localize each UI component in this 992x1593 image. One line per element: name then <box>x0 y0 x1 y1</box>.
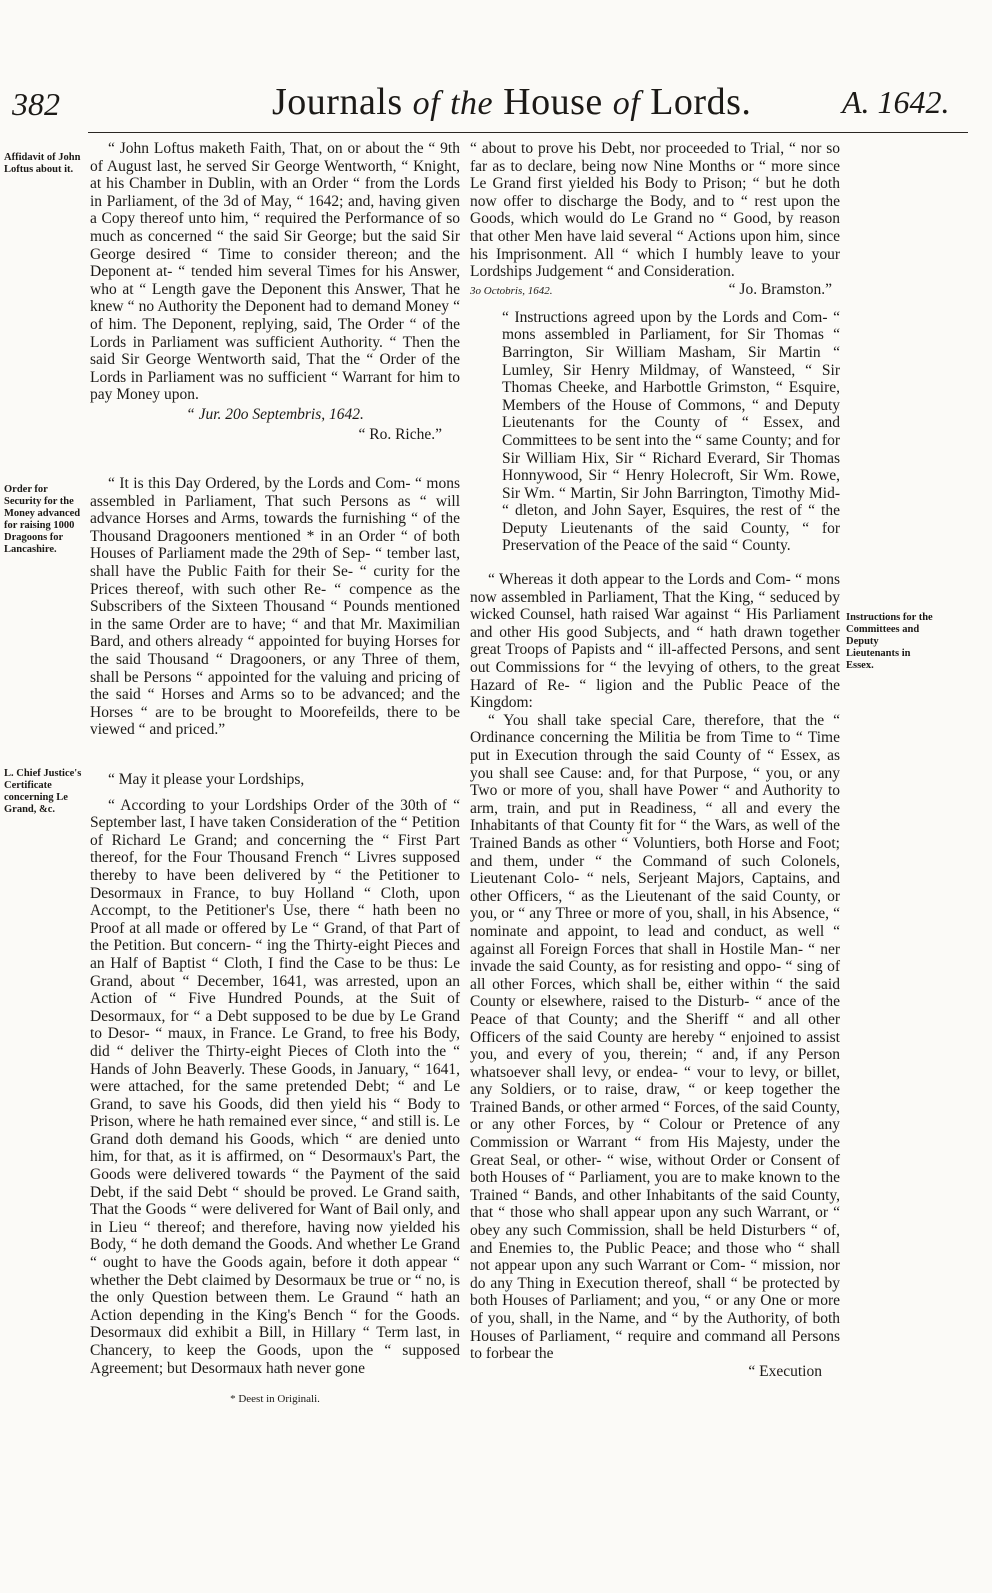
whereas-paragraph: “ Whereas it doth appear to the Lords and Com- “ mons now assembled in Parliament, That the King, “ seduced by wicked Counsel, hath raised War against “ His Parliament and other His good Subjects, and “ hath drawn together great Troops of Papists and “ ill-affected Persons, and sent out Commissions for “ the levying of others, to the great Hazard of Re- “ ligion and the Public Peace of the Kingdom: <box>470 571 840 712</box>
title-word-the: the <box>450 85 494 122</box>
running-title <box>272 80 751 124</box>
page-number: 382 <box>12 86 60 122</box>
title-word-of-2: of <box>612 85 641 122</box>
catchword: “ Execution <box>748 1362 822 1380</box>
title-word-of: of <box>412 85 441 122</box>
right-column <box>470 140 840 1380</box>
margin-note-chief-justice: L. Chief Justice's Certificate concerning Le Grand, &c. <box>4 768 82 815</box>
signature-riche: “ Ro. Riche.” <box>358 425 442 443</box>
title-word-lords: Lords. <box>650 81 752 123</box>
care-paragraph: “ You shall take special Care, therefore, that the “ Ordinance concerning the Militia be from Time to “ Time put in Execution through the said County of “ Essex, as you shall see Cause: and, for that Purpose, “ you, or any Two or more of you, shall have Power “ and Authority to arm, train, and put in Readiness, “ all and every the Inhabitants of that County fit for “ the Wars, as well of the Trained Bands as other “ Voluntiers, both Horse and Foot; and them, under “ the Command of such Colonels, Lieutenant Colo- “ nels, Serjeant Majors, Captains, and other Officers, “ as the Lieutenant of the said County, or you, or “ any Three or more of you, shall, in his Absence, “ nominate and appoint, to lead and conduct, as well “ against all Foreign Forces that shall in Hostile Man- “ ner invade the said County, as for resisting and oppo- “ sing of all other Forces, which shall be, either within “ the said County or elsewhere, raised to the Disturb- “ ance of the Peace of that County; and the Sheriff “ and all other Officers of the said County are hereby “ enjoined to assist you, and every of you, therein; “ and, if any Person whatsoever shall levy, or endea- “ vour to levy, or billet, any Soldiers, or to raise, draw, “ or keep together the Trained Bands, or other armed “ Forces, of the said County, or any other Forces, by “ Colour or Pretence of any Commission or Warrant “ from His Majesty, under the Great Seal, or other- “ wise, without Order or Consent of both Houses of “ Parliament, you are to make known to the Trained “ Bands, and other Inhabitants of the said County, that “ those who shall appear upon any such Warrant, or “ obey any such Commission, shall be held Disturbers “ of, and Enemies to, the Public Peace; and those who “ shall not appear upon any such Warrant or Com- “ mission, nor do any Thing in Execution thereof, shall “ be protected by both Houses of Parliament; and you, “ or any One or more of you, shall, in the Name, and “ by the Authority, of both Houses of Parliament, “ require and command all Persons to forbear the <box>470 711 840 1363</box>
date-signature-row <box>470 281 840 301</box>
affidavit-paragraph: “ John Loftus maketh Faith, That, on or about the “ 9th of August last, he served Sir George Wentworth, “ Knight, at his Chamber in Dublin, with an Order “ from the Lords in Parliament, of the 3d of May, “ 1642; and, having given a Copy thereof unto him, “ required the Performance of so much as concerned “ the said Sir George; but the said Sir George desired “ Time to consider thereon; and the Deponent at- “ tended him several Times for his Answer, who at “ Length gave the Deponent this Answer, That he knew “ no Authority the Deponent had to demand Money “ of him. The Deponent, replying, said, The Order “ of the Lords in Parliament was sufficient Authority. “ Then the said Sir George Wentworth said, That the “ Order of the Lords in Parliament was no sufficient “ Warrant for him to pay Money upon. <box>90 140 460 404</box>
certificate-date: 3o Octobris, 1642. <box>470 284 553 297</box>
certificate-paragraph: “ According to your Lordships Order of the 30th of “ September last, I have taken Consideration of the “ Petition of Richard Le Grand; and concerning the “ First Part thereof, for the Four Thousand French “ Livres supposed thereby to have been delivered by “ the Petitioner to Desormaux in France, to buy Holland “ Cloth, upon Accompt, to the Petitioner's Use, there “ hath been no Proof at all made or offered by Le “ Grand, of that Part of the Petition. But concern- “ ing the Thirty-eight Pieces and an Half of Baptist “ Cloth, I find the Case to be thus: Le Grand, about “ December, 1641, was arrested, upon an Action of “ Five Hundred Pounds, at the Suit of Desormaux, for “ a Debt supposed to be due by Le Grand to Desor- “ maux, in France. Le Grand, to free his Body, did “ deliver the Thirty-eight Pieces of Cloth into the “ Hands of John Beaverly. These Goods, in January, “ 1641, were attached, for the same pretended Debt; “ and Le Grand, to save his Goods, did then yield his “ Body to Prison, where he hath remained ever since, “ and still is. Le Grand doth demand his Goods, which “ are denied unto him, for that, as it is affirmed, on “ Desormaux's Part, the Goods were delivered towards “ the Payment of the said Debt, if the said Debt “ should be proved. Le Grand saith, That the Goods “ were delivered for Want of Bail only, and in Lieu “ thereof; and therefore, having now yielded his Body, “ he doth demand the Goods. And whether Le Grand “ ought to have the Goods again, before it doth appear “ whether the Debt claimed by Desormaux be true or “ no, is the only Question between them. Le Graund “ hath an Action depending in the King's Bench “ for the Goods. Desormaux did exhibit a Bill, in Hillary “ Term last, in Chancery, to keep the Goods, upon the “ supposed Agreement; but Desormaux hath never gone <box>90 796 460 1377</box>
margin-note-affidavit: Affidavit of John Loftus about it. <box>4 152 81 175</box>
address-line: “ May it please your Lordships, <box>108 771 305 788</box>
instructions-heading: “ Instructions agreed upon by the Lords and Com- “ mons assembled in Parliament, for Sir Thomas “ Barrington, Sir William Masham, Sir Martin “ Lumley, Sir Henry Mildmay, of Wansteed, “ Sir Thomas Cheeke, and Harbottle Grimston, “ Esquire, Members of the House of Commons, “ and Deputy Lieutenants for the County of “ Essex, and Committees to be sent into the “ same County; and for Sir William Hix, Sir “ Richard Everard, Sir Thomas Honnywood, Sir “ Henry Holecroft, Sir Wm. Rowe, Sir Wm. “ Martin, Sir John Barrington, Timothy Mid- “ dleton, and John Sayer, Esquires, the rest of “ the Deputy Lieutenants of the said County, “ for Preservation of the Peace of the said “ County. <box>502 308 840 555</box>
footnote: * Deest in Originali. <box>230 1393 320 1406</box>
signature-bramston: “ Jo. Bramston.” <box>728 280 832 298</box>
header-rule <box>88 132 968 133</box>
left-column <box>90 140 460 1409</box>
certificate-continuation: “ about to prove his Debt, nor proceeded to Trial, “ nor so far as to declare, being now Nine Months or “ more since Le Grand first yielded his Body to Prison; “ but he doth now offer to discharge the Body, and to “ rest upon the Goods, which would do Le Grand no “ Good, by reason that other Men have laid several “ Actions upon him, since his Imprisonment. All “ which I humbly leave to your Lordships Judgement “ and Consideration. <box>470 140 840 281</box>
page-year: A. 1642. <box>842 84 950 120</box>
title-word-journals: Journals <box>272 81 403 123</box>
title-word-house: House <box>503 81 603 123</box>
order-paragraph: “ It is this Day Ordered, by the Lords and Com- “ mons assembled in Parliament, That such Persons as “ will advance Horses and Arms, towards the furnishing “ of the Thousand Dragooners mentioned * in an Order “ of both Houses of Parliament made the 29th of Sep- “ tember last, shall have the Public Faith for their Se- “ curity for the Prices thereof, with such other Re- “ compence as the Subscribers of the Sixteen Thousand “ Pounds mentioned in the same Order are to have; “ and that Mr. Maximilian Bard, and others already “ appointed for buying Horses for the said Thousand “ Dragooners, or any Three of them, shall be Persons “ appointed for the valuing and pricing of the said “ Horses and Arms so to be advanced; and the Horses “ are to be brought to Moorefeilds, there to be viewed “ and priced.” <box>90 475 460 739</box>
running-header <box>0 78 992 138</box>
margin-note-order-security: Order for Security for the Money advanced for raising 1000 Dragoons for Lancashire. <box>4 484 81 555</box>
margin-note-instructions: Instructions for the Committees and Deputy Lieutenants in Essex. <box>846 612 933 671</box>
juratum-date: “ Jur. 20o Septembris, 1642. <box>186 405 364 423</box>
